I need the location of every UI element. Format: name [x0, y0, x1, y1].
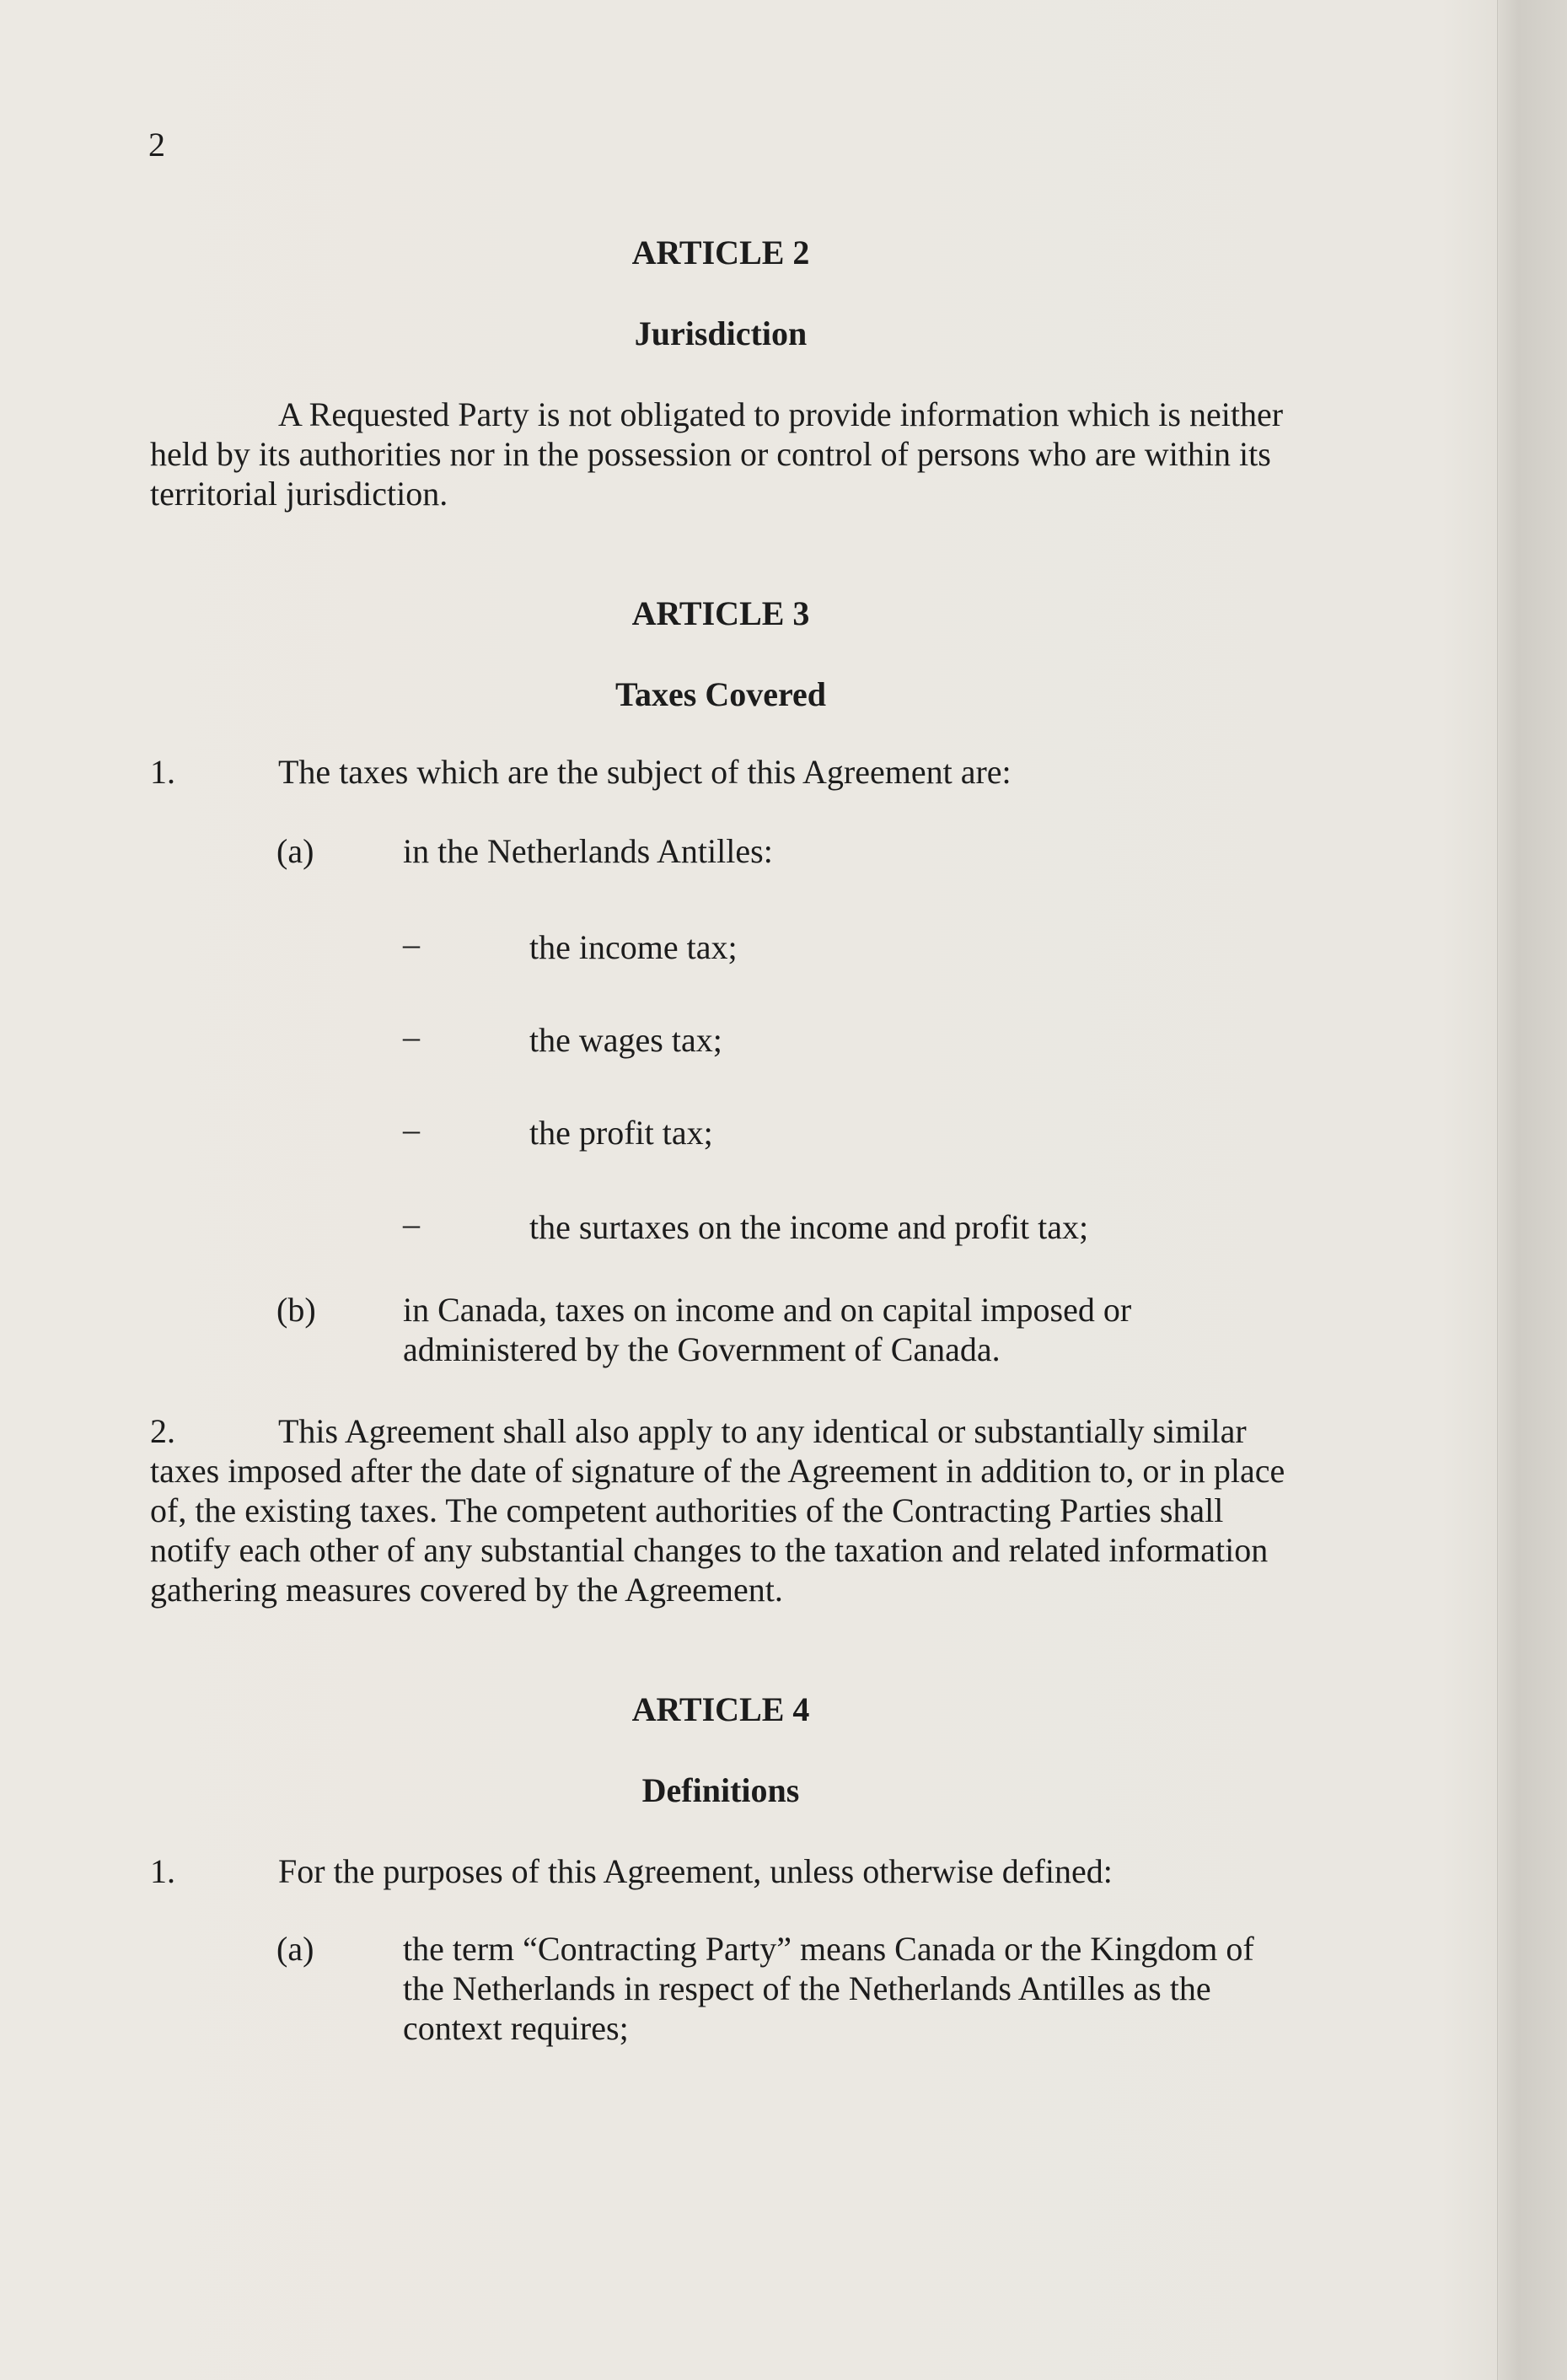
- tax-item: the wages tax;: [529, 1021, 722, 1059]
- article-3-p2-number: 2.: [150, 1412, 175, 1450]
- article-3-b-label: (b): [276, 1291, 316, 1329]
- list-dash: –: [403, 925, 420, 963]
- article-3-b-text: in Canada, taxes on income and on capital imposed or administered by the Government of Canada.: [403, 1291, 1132, 1368]
- page-fold-shadow: [1497, 0, 1567, 2380]
- article-3-p1-number: 1.: [150, 753, 175, 791]
- article-4-title: Definitions: [641, 1771, 800, 1809]
- list-dash: –: [403, 1205, 420, 1243]
- article-4-a-text: the term “Contracting Party” means Canada or the Kingdom of the Netherlands in respect of the Netherlands Antilles as the context requires;: [403, 1930, 1254, 2047]
- article-3-heading: ARTICLE 3: [631, 594, 810, 632]
- list-dash: –: [403, 1018, 420, 1056]
- article-4-p1-text: For the purposes of this Agreement, unless otherwise defined:: [278, 1852, 1113, 1890]
- tax-item: the profit tax;: [529, 1114, 713, 1152]
- tax-item: the surtaxes on the income and profit tax;: [529, 1208, 1089, 1246]
- article-2-text: A Requested Party is not obligated to provide information which is neither held by its authorities nor in the possession or control of persons who are within its territorial jurisdiction.: [150, 395, 1284, 513]
- article-2-title: Jurisdiction: [634, 314, 808, 352]
- article-4-heading: ARTICLE 4: [631, 1690, 810, 1728]
- article-4-a-label: (a): [276, 1930, 314, 1968]
- tax-item: the income tax;: [529, 928, 738, 966]
- list-dash: –: [403, 1110, 420, 1148]
- article-3-p1-text: The taxes which are the subject of this Agreement are:: [278, 753, 1012, 791]
- article-3-p2-text: This Agreement shall also apply to any identical or substantially similar taxes imposed after the date of signature of the Agreement in addition to, or in place of, the existing taxes. The competent authorities of the Contracting Parties shall notify each other of any substantial changes to the taxation and related information gathering measures covered by the Agreement.: [150, 1412, 1285, 1609]
- article-3-title: Taxes Covered: [615, 675, 826, 713]
- article-3-a-text: in the Netherlands Antilles:: [403, 832, 773, 870]
- article-4-p1-number: 1.: [150, 1852, 175, 1890]
- article-2-heading: ARTICLE 2: [631, 234, 810, 271]
- page-number: 2: [148, 126, 165, 164]
- article-3-a-label: (a): [276, 832, 314, 870]
